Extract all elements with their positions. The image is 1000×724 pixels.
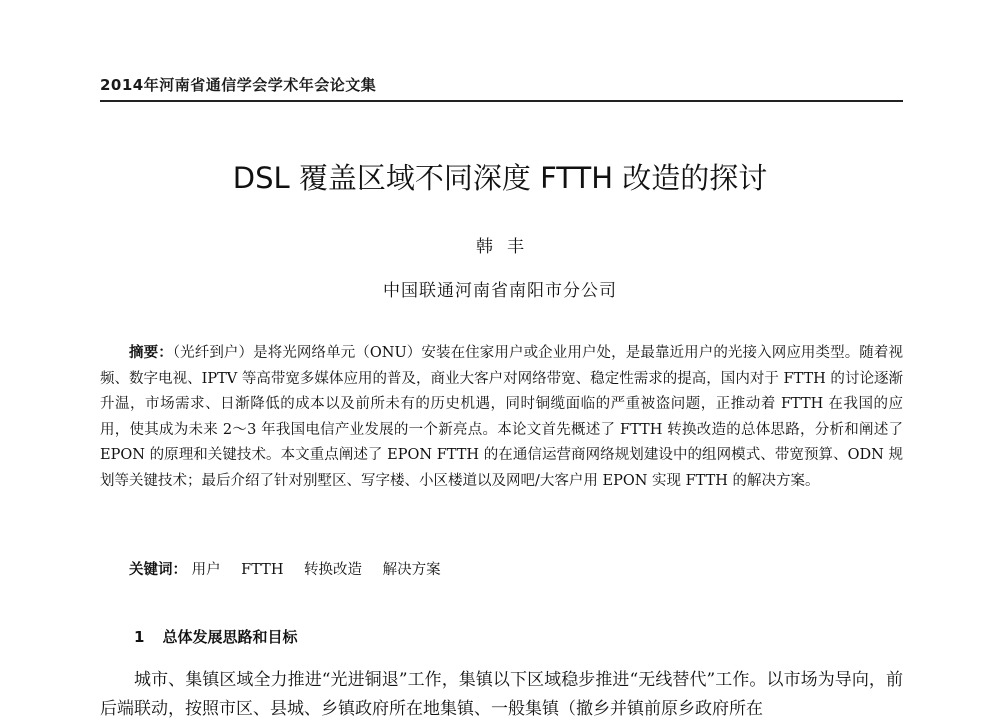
keyword: FTTH <box>241 562 284 578</box>
section-body-paragraph: 城市、集镇区域全力推进“光进铜退”工作，集镇以下区域稳步推进“无线替代”工作。以市场为导向，前后端联动，按照市区、县城、乡镇政府所在地集镇、一般集镇（撤乡并镇前原乡政府所在 <box>100 670 903 719</box>
header-divider <box>100 100 903 102</box>
keywords-label: 关键词： <box>129 562 187 578</box>
keyword: 转换改造 <box>304 562 363 578</box>
abstract-text: （光纤到户）是将光网络单元（ONU）安装在住家用户或企业用户处，是最靠近用户的光接入网应用类型。随着视频、数字电视、IPTV 等高带宽多媒体应用的普及，商业大客户对网络带宽、稳定性需求的提高，国内对于 FTTH 的讨论逐渐升温，市场需求、日渐降低的成本以及前所未有的历史机遇，同时铜缆面临的严重被盗问题，正推动着 FTTH 在我国的应用，使其成为未来 2～3 年我国电信产业发展的一个新亮点。本论文首先概述了 FTTH 转换改造的总体思路，分析和阐述了 EPON 的原理和关键技术。本文重点阐述了 EPON FTTH 的在通信运营商网络规划建设中的组网模式、带宽预算、ODN 规划等关键技术；最后介绍了针对别墅区、写字楼、小区楼道以及网吧/大客户用 EPON 实现 FTTH 的解决方案。 <box>100 345 904 489</box>
section-heading <box>134 626 297 647</box>
abstract-label: 摘要： <box>129 345 173 361</box>
abstract-paragraph <box>100 341 903 494</box>
paper-title: DSL 覆盖区域不同深度 FTTH 改造的探讨 <box>232 161 768 195</box>
section-title: 总体发展思路和目标 <box>162 628 298 646</box>
keywords-line <box>100 558 903 583</box>
keyword: 解决方案 <box>382 562 441 578</box>
running-header: 2014年河南省通信学会学术年会论文集 <box>100 76 377 94</box>
author-name: 韩丰 <box>476 237 538 257</box>
keyword: 用户 <box>191 562 221 578</box>
author-affiliation: 中国联通河南省南阳市分公司 <box>383 281 617 301</box>
section-number: 1 <box>134 628 145 646</box>
